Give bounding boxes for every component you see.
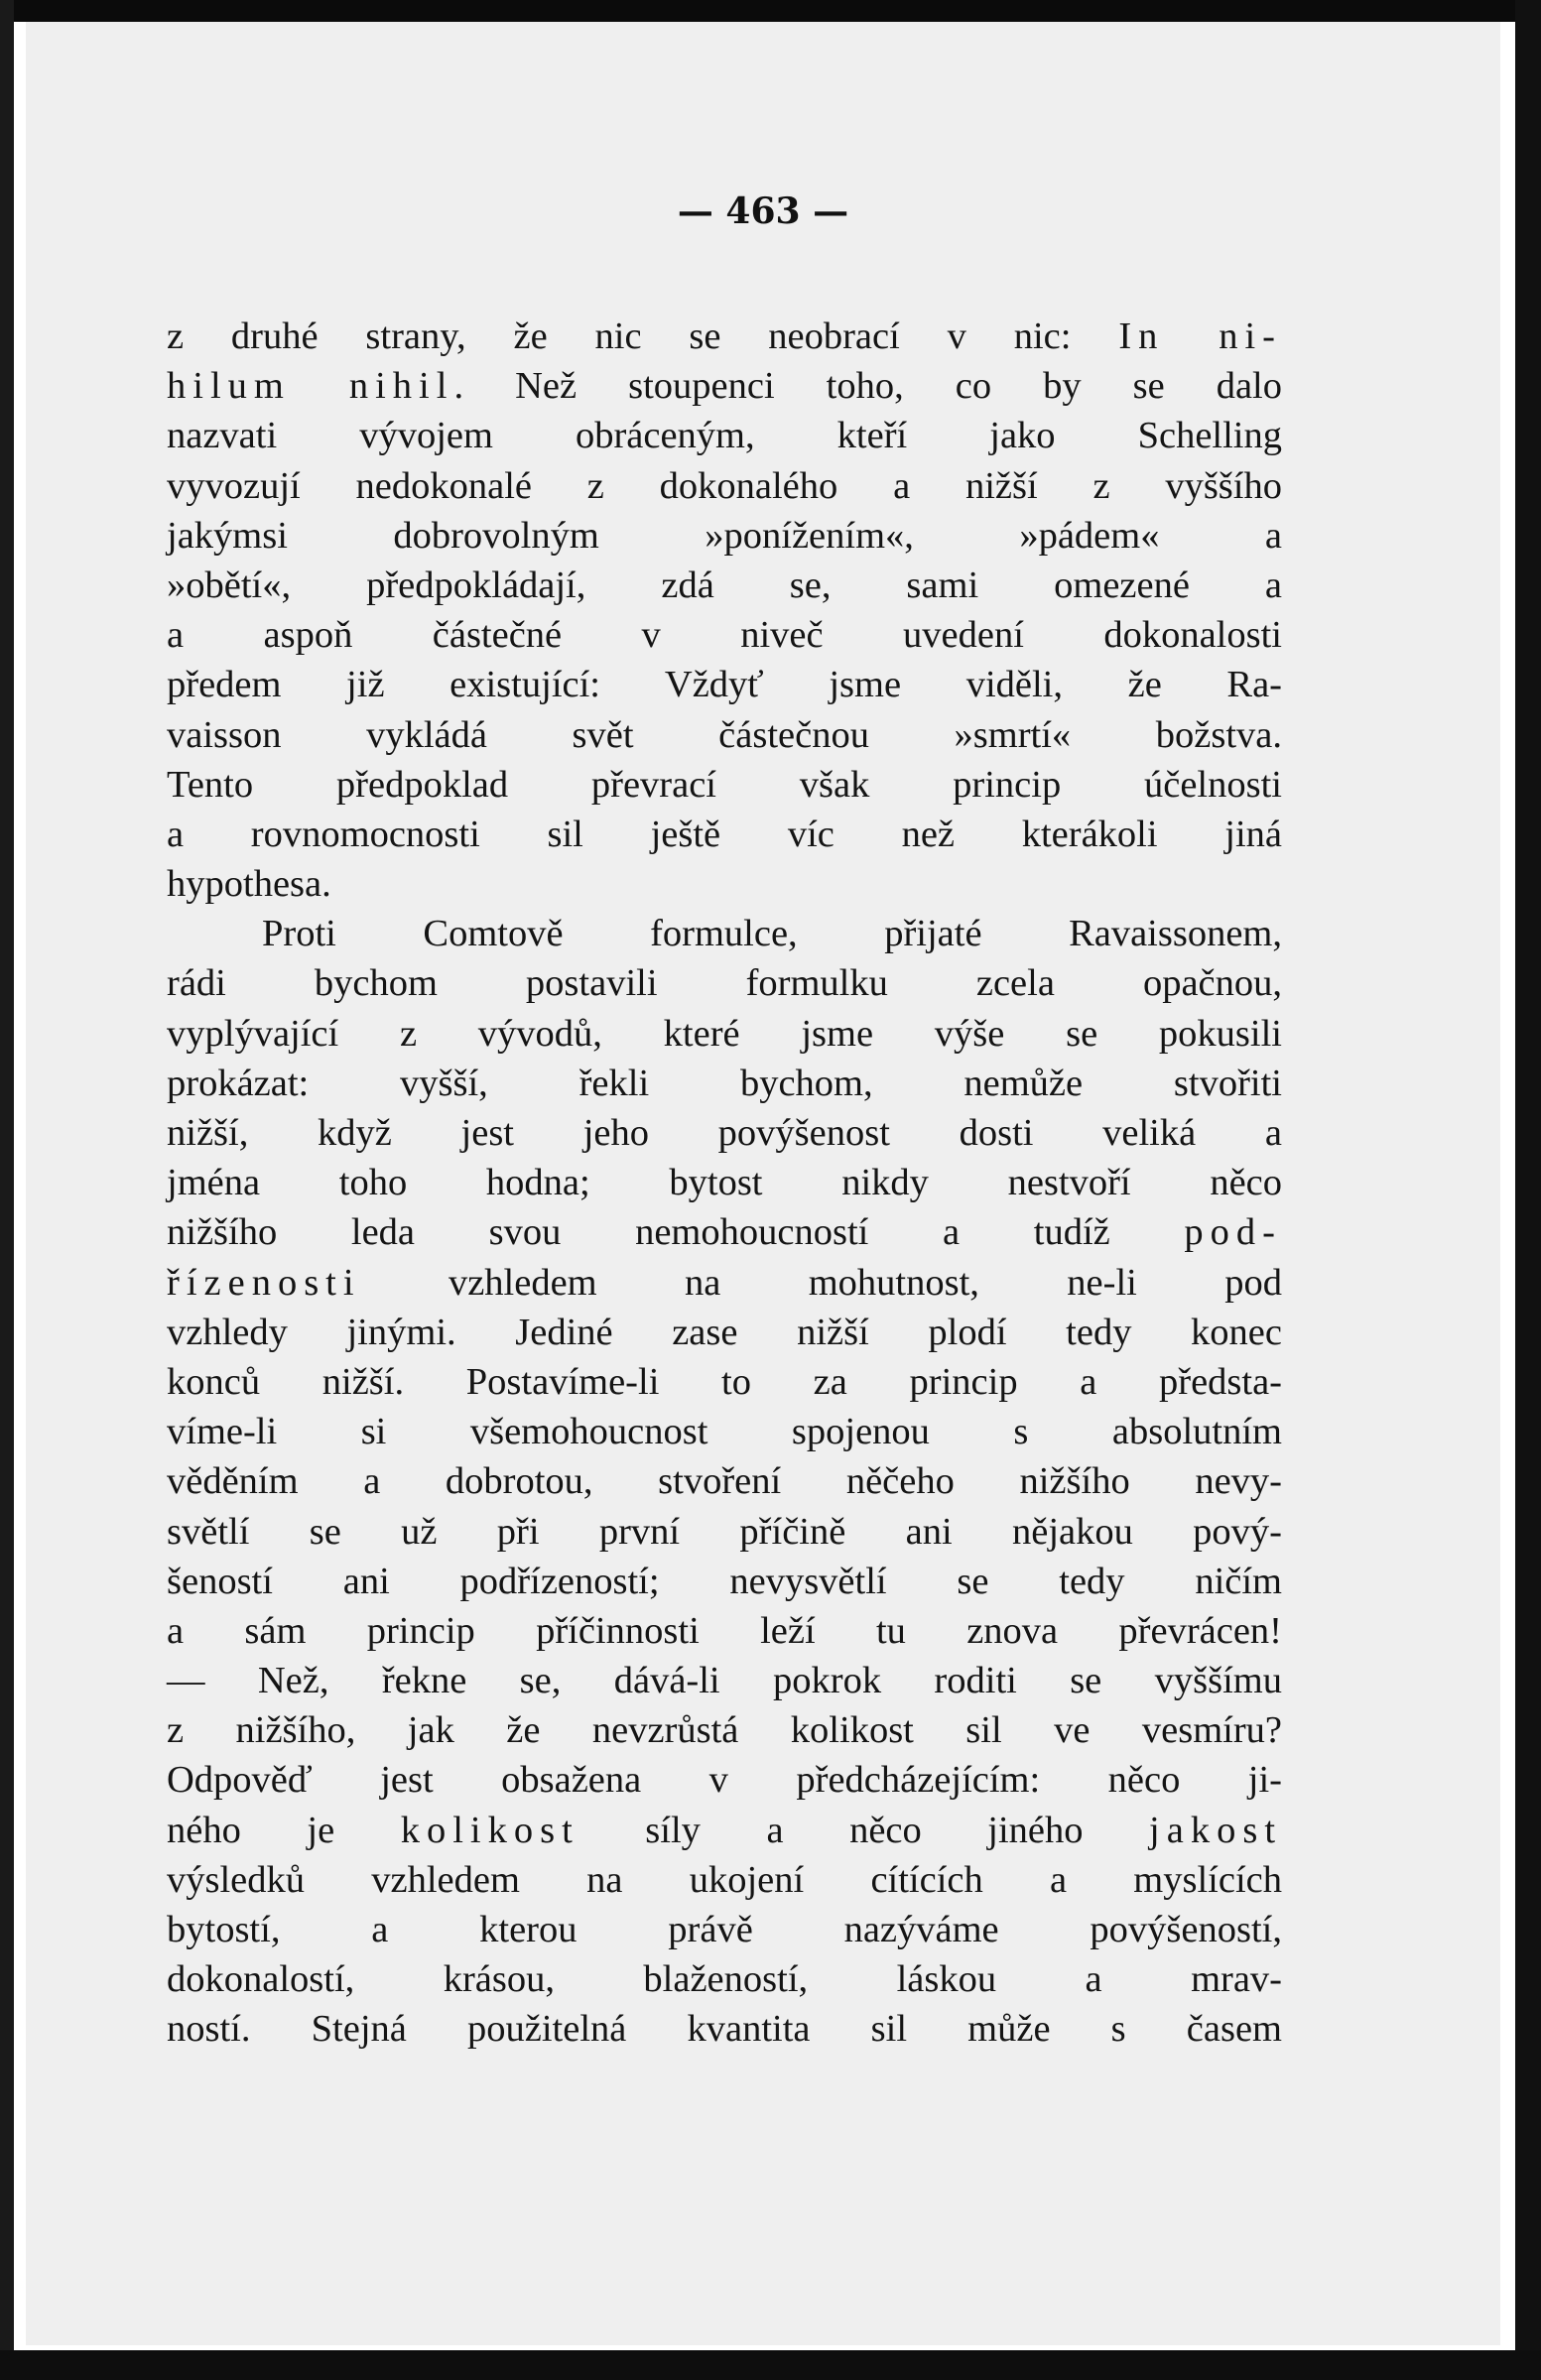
spaced-emphasis: hilum nihil xyxy=(167,365,454,408)
text-line: jména toho hodna; bytost nikdy nestvoří něco xyxy=(167,1162,1282,1204)
spaced-emphasis: jakost xyxy=(1149,1809,1283,1851)
text-line: z druhé strany, že nic se neobrací v nic: In ni- xyxy=(167,315,1282,357)
spaced-emphasis: In ni- xyxy=(1118,315,1282,357)
text-line: výsledků vzhledem na ukojení cítících a myslících xyxy=(167,1858,1282,1901)
text-line: — Než, řekne se, dává-li pokrok roditi se vyššímu xyxy=(167,1660,1282,1702)
text-line: jakýmsi dobrovolným »ponížením«, »pádem« a xyxy=(167,514,1282,557)
text-line: hilum nihil. Než stoupenci toho, co by se dalo xyxy=(167,365,1282,408)
text-line: ného je kolikost síly a něco jiného jakost xyxy=(167,1809,1283,1851)
text-line: Proti Comtově formulce, přijaté Ravaissonem, xyxy=(262,913,1282,955)
scan-edge-right xyxy=(1515,0,1541,2380)
body-text xyxy=(167,312,1282,2055)
text-line: světlí se už při první příčině ani nějakou pový- xyxy=(167,1510,1282,1553)
text-line: hypothesa. xyxy=(167,863,331,906)
spaced-emphasis: kolikost xyxy=(400,1809,579,1851)
text-line: dokonalostí, krásou, blažeností, láskou a mrav- xyxy=(167,1958,1282,2001)
text-line: z nižšího, jak že nevzrůstá kolikost sil ve vesmíru? xyxy=(167,1709,1282,1752)
text-line: »obětí«, předpokládají, zdá se, sami omezené a xyxy=(167,564,1282,606)
text-line: a aspoň částečné v niveč uvedení dokonalosti xyxy=(167,614,1282,657)
text-line: vyplývající z vývodů, které jsme výše se pokusili xyxy=(167,1012,1282,1055)
text-line: rádi bychom postavili formulku zcela opačnou, xyxy=(167,962,1282,1005)
text-line: a sám princip příčinnosti leží tu znova převrácen! xyxy=(167,1609,1282,1652)
page-number: — 463 — xyxy=(677,190,849,232)
text-line: věděním a dobrotou, stvoření něčeho nižšího nevy- xyxy=(167,1460,1282,1503)
text-line: řízenosti vzhledem na mohutnost, ne-li pod xyxy=(167,1261,1282,1304)
spaced-emphasis: pod- xyxy=(1184,1211,1282,1254)
text-line: nazvati vývojem obráceným, kteří jako Schelling xyxy=(167,415,1282,457)
book-page xyxy=(26,22,1500,2345)
text-line: prokázat: vyšší, řekli bychom, nemůže stvořiti xyxy=(167,1062,1282,1104)
scan-edge-top xyxy=(0,0,1541,22)
text-line: bytostí, a kterou právě nazýváme povýšeností, xyxy=(167,1909,1282,1950)
text-line: vzhledy jinými. Jediné zase nižší plodí tedy konec xyxy=(167,1311,1282,1353)
text-line: nižšího leda svou nemohoucností a tudíž pod- xyxy=(167,1211,1282,1254)
scan-edge-bottom xyxy=(0,2350,1541,2380)
text-line: vaisson vykládá svět částečnou »smrtí« božstva. xyxy=(167,713,1282,756)
text-line: nižší, když jest jeho povýšenost dosti veliká a xyxy=(167,1112,1282,1154)
text-line: ností. Stejná použitelná kvantita sil může s časem xyxy=(167,2008,1282,2051)
text-line: Odpověď jest obsažena v předcházejícím: něco ji- xyxy=(167,1759,1282,1802)
text-line: Tento předpoklad převrací však princip účelnosti xyxy=(167,763,1282,806)
scan-edge-left xyxy=(0,0,14,2380)
text-line: šeností ani podřízeností; nevysvětlí se tedy ničím xyxy=(167,1560,1282,1602)
spaced-emphasis: řízenosti xyxy=(167,1261,361,1304)
text-line: víme-li si všemohoucnost spojenou s absolutním xyxy=(167,1411,1282,1453)
text-line: a rovnomocnosti sil ještě víc než kterákoli jiná xyxy=(167,813,1282,855)
text-line: vyvozují nedokonalé z dokonalého a nižší z vyššího xyxy=(167,464,1282,507)
text-line: konců nižší. Postavíme-li to za princip a předsta- xyxy=(167,1360,1282,1403)
text-line: předem již existující: Vždyť jsme viděli, že Ra- xyxy=(167,664,1282,706)
